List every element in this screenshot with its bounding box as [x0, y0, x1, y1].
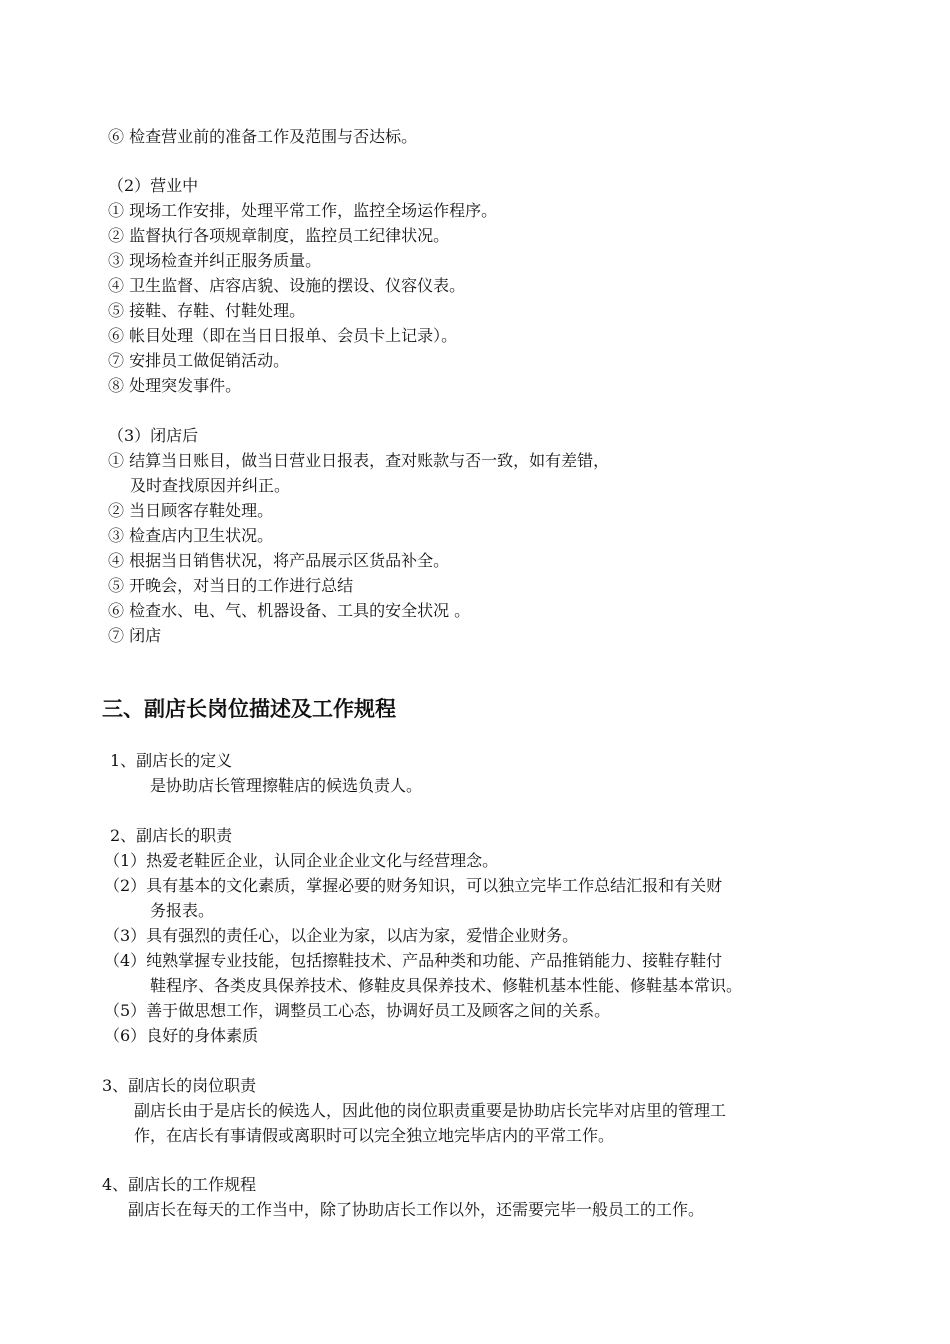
- after-item: ⑥ 检查水、电、气、机器设备、工具的安全状况 。: [108, 601, 471, 620]
- during-item: ⑦ 安排员工做促销活动。: [108, 351, 290, 370]
- duties-item: （4）纯熟掌握专业技能，包括擦鞋技术、产品种类和功能、产品推销能力、接鞋存鞋付: [104, 951, 723, 970]
- duties-item: （3）具有强烈的责任心，以企业为家，以店为家，爱惜企业财务。: [104, 926, 579, 945]
- after-item: ⑤ 开晚会，对当日的工作进行总结: [108, 576, 354, 595]
- duties-item-continuation: 务报表。: [150, 901, 215, 920]
- after-item: ⑦ 闭店: [108, 626, 162, 645]
- workflow-title: 4、副店长的工作规程: [102, 1175, 257, 1194]
- responsibility-text: 作，在店长有事请假或离职时可以完全独立地完毕店内的平常工作。: [134, 1126, 615, 1145]
- after-title: （3）闭店后: [108, 426, 199, 445]
- after-item-continuation: 及时查找原因并纠正。: [130, 476, 291, 495]
- after-item: ④ 根据当日销售状况，将产品展示区货品补全。: [108, 551, 450, 570]
- duties-item: （1）热爱老鞋匠企业，认同企业企业文化与经营理念。: [104, 851, 499, 870]
- section-heading: 三、副店长岗位描述及工作规程: [102, 697, 396, 721]
- during-title: （2）营业中: [108, 176, 199, 195]
- duties-item: （6）良好的身体素质: [104, 1026, 259, 1045]
- duties-item-continuation: 鞋程序、各类皮具保养技术、修鞋皮具保养技术、修鞋机基本性能、修鞋基本常识。: [150, 976, 743, 995]
- prep-item-6: ⑥ 检查营业前的准备工作及范围与否达标。: [108, 127, 418, 146]
- responsibility-text: 副店长由于是店长的候选人，因此他的岗位职责重要是协助店长完毕对店里的管理工: [134, 1101, 727, 1120]
- duties-item: （5）善于做思想工作，调整员工心态，协调好员工及顾客之间的关系。: [104, 1001, 611, 1020]
- during-item: ③ 现场检查并纠正服务质量。: [108, 251, 322, 270]
- during-item: ② 监督执行各项规章制度，监控员工纪律状况。: [108, 226, 450, 245]
- after-item: ① 结算当日账目，做当日营业日报表，查对账款与否一致，如有差错，: [108, 451, 610, 470]
- workflow-text: 副店长在每天的工作当中，除了协助店长工作以外，还需要完毕一般员工的工作。: [128, 1200, 705, 1219]
- during-item: ⑧ 处理突发事件。: [108, 376, 242, 395]
- definition-title: 1、副店长的定义: [110, 751, 233, 770]
- during-item: ① 现场工作安排，处理平常工作，监控全场运作程序。: [108, 201, 498, 220]
- during-item: ⑤ 接鞋、存鞋、付鞋处理。: [108, 301, 306, 320]
- definition-text: 是协助店长管理擦鞋店的候选负责人。: [150, 776, 423, 795]
- duties-title: 2、副店长的职责: [110, 826, 233, 845]
- after-item: ② 当日顾客存鞋处理。: [108, 501, 274, 520]
- after-item: ③ 检查店内卫生状况。: [108, 526, 274, 545]
- during-item: ⑥ 帐目处理（即在当日日报单、会员卡上记录）。: [108, 326, 458, 345]
- duties-item: （2）具有基本的文化素质，掌握必要的财务知识，可以独立完毕工作总结汇报和有关财: [104, 876, 723, 895]
- during-item: ④ 卫生监督、店容店貌、设施的摆设、仪容仪表。: [108, 276, 466, 295]
- responsibility-title: 3、副店长的岗位职责: [102, 1076, 257, 1095]
